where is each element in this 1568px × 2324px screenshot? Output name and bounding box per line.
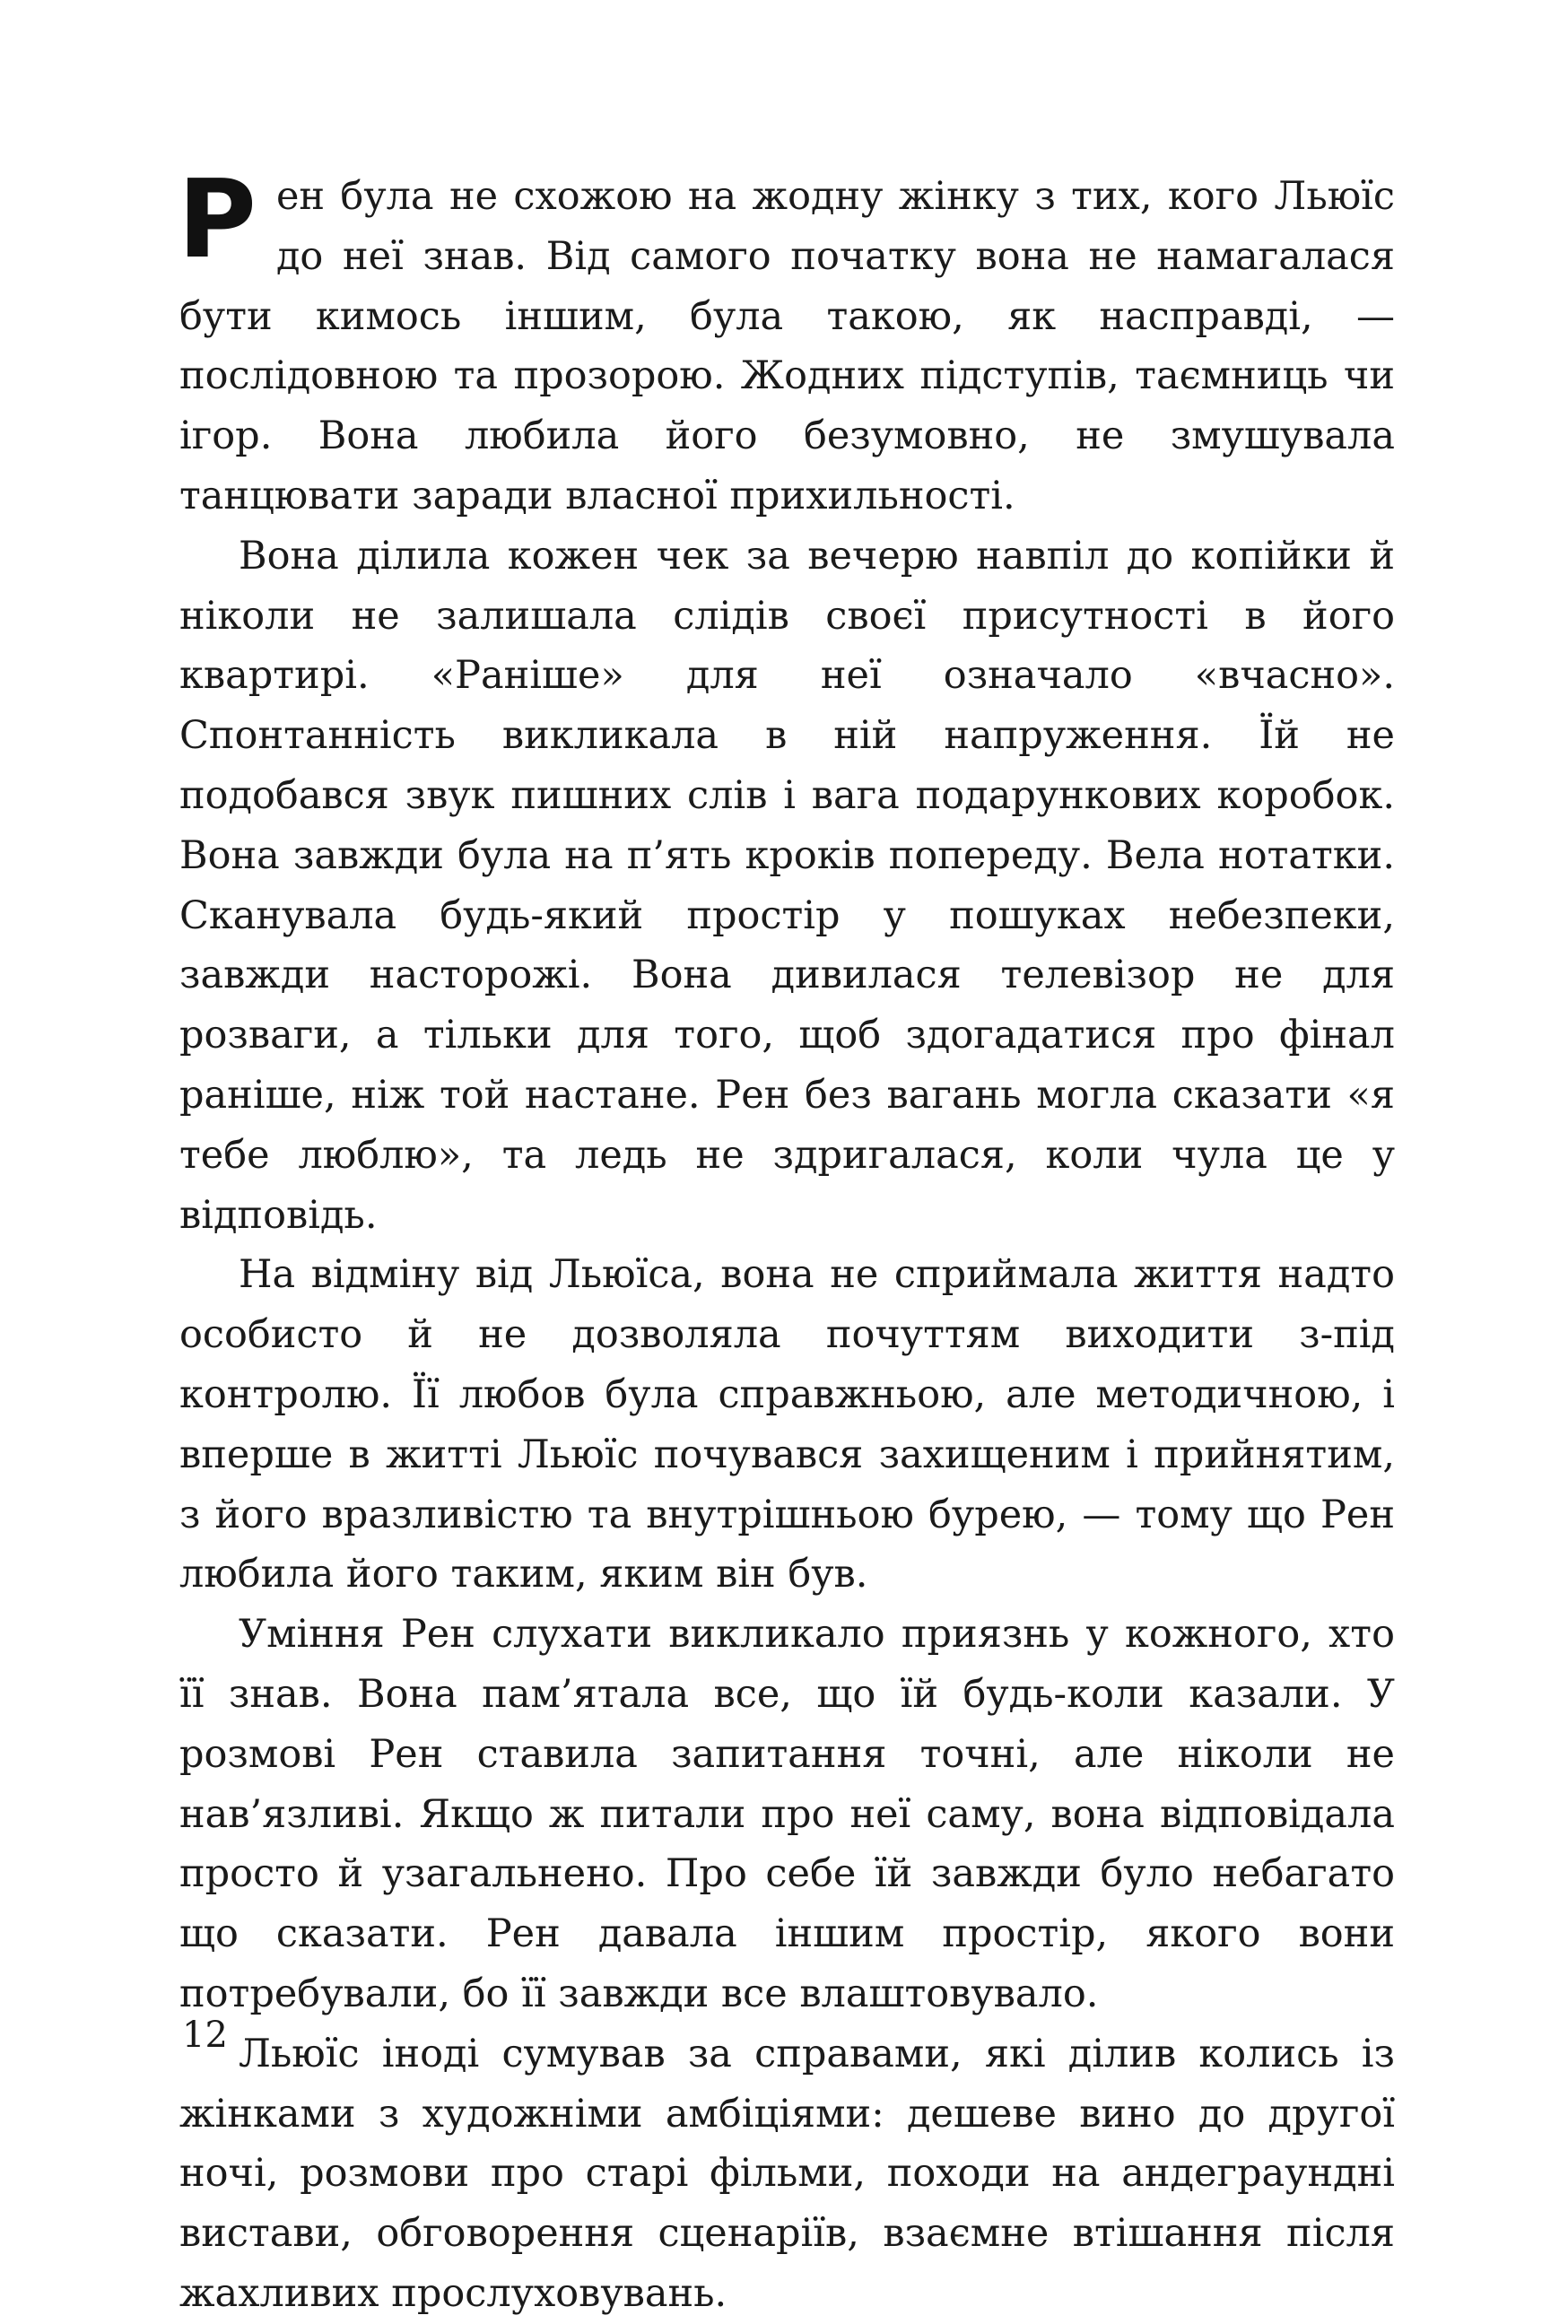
paragraph-3: На відміну від Льюїса, вона не сприймала життя надто особисто й не дозволяла почуттям виходити з-під контролю. Її любов була справжньою, але методичною, і вперше в житті Льюїс почувався захищеним і прийнятим, з його вразливістю та внутрішньою бурею, — тому що Рен любила його таким, яким він був. [179, 1252, 1395, 1597]
body-text [178, 158, 1395, 2324]
paragraph-1 [178, 158, 1395, 527]
paragraph-1-text: ен була не схожою на жодну жінку з тих, кого Льюїс до неї знав. Від самого початку вона не намагалася бути кимось іншим, була такою, як насправді, — послідовною та прозорою. Жодних підступів, таємниць чи ігор. Вона любила його безумовно, не змушувала танцювати заради власної прихильності. [179, 174, 1395, 518]
drop-cap: Р [178, 158, 257, 283]
page-number: 12 [182, 2015, 228, 2056]
paragraph-5: Льюїс іноді сумував за справами, які ділив колись із жінками з художніми амбіціями: дешеве вино до другої ночі, розмови про старі фільми, походи на андеграундні вистави, обговорення сценаріїв, взаємне втішання після жахливих прослуховувань. [179, 2031, 1395, 2316]
paragraph-4: Уміння Рен слухати викликало приязнь у кожного, хто її знав. Вона пам’ятала все, що їй будь-коли казали. У розмові Рен ставила запитання точні, але ніколи не нав’язливі. Якщо ж питали про неї саму, вона відповідала просто й узагальнено. Про себе їй завжди було небагато що сказати. Рен давала іншим простір, якого вони потребували, бо її завжди все влаштовувало. [179, 1612, 1395, 2016]
paragraph-2: Вона ділила кожен чек за вечерю навпіл до копійки й ніколи не залишала слідів своєї присутності в його квартирі. «Раніше» для неї означало «вчасно». Спонтанність викликала в ній напруження. Їй не подобався звук пишних слів і вага подарункових коробок. Вона завжди була на п’ять кроків попереду. Вела нотатки. Сканувала будь-який простір у пошуках небезпеки, завжди насторожі. Вона дивилася телевізор не для розваги, а тільки для того, щоб здогадатися про фінал раніше, ніж той настане. Рен без вагань могла сказати «я тебе люблю», та ледь не здригалася, коли чула це у відповідь. [179, 533, 1395, 1238]
